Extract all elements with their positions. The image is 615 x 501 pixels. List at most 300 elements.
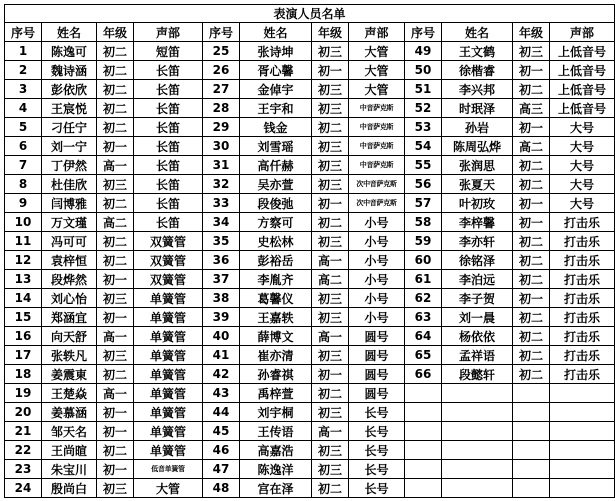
cell-part: 大管 (349, 61, 405, 80)
cell-number: 15 (5, 308, 42, 327)
cell-name: 陈逸洋 (240, 460, 312, 479)
table-row (5, 99, 615, 118)
cell-part: 圆号 (349, 327, 405, 346)
cell-grade: 初二 (97, 80, 134, 99)
cell-name: 闫博雅 (42, 194, 97, 213)
empty-cell (442, 460, 513, 479)
cell-number: 22 (5, 441, 42, 460)
table-row (5, 61, 615, 80)
cell-part: 长笛 (134, 61, 203, 80)
cell-number: 14 (5, 289, 42, 308)
cell-number: 66 (405, 365, 442, 384)
cell-grade: 初一 (513, 61, 550, 80)
empty-cell (513, 403, 550, 422)
cell-part: 长笛 (134, 194, 203, 213)
cell-number: 13 (5, 270, 42, 289)
cell-grade: 高一 (97, 384, 134, 403)
cell-grade: 初二 (97, 61, 134, 80)
cell-part: 大管 (349, 42, 405, 61)
cell-grade: 初二 (312, 213, 349, 232)
cell-name: 徐楷睿 (442, 61, 513, 80)
cell-number: 12 (5, 251, 42, 270)
cell-part: 大号 (550, 118, 615, 137)
cell-part: 次中音萨克斯 (349, 194, 405, 213)
cell-number: 21 (5, 422, 42, 441)
table-title: 表演人员名单 (5, 5, 615, 23)
cell-grade: 初二 (312, 479, 349, 498)
empty-cell (550, 441, 615, 460)
empty-cell (513, 460, 550, 479)
cell-grade: 高一 (97, 156, 134, 175)
cell-grade: 初三 (312, 156, 349, 175)
cell-number: 8 (5, 175, 42, 194)
cell-number: 20 (5, 403, 42, 422)
cell-part: 单簧管 (134, 422, 203, 441)
cell-part: 圆号 (349, 346, 405, 365)
cell-name: 徐铭泽 (442, 251, 513, 270)
cell-number: 52 (405, 99, 442, 118)
cell-number: 55 (405, 156, 442, 175)
cell-part: 小号 (349, 308, 405, 327)
header-part: 声部 (349, 23, 405, 42)
cell-number: 63 (405, 308, 442, 327)
cell-name: 张夏天 (442, 175, 513, 194)
cell-grade: 初二 (513, 156, 550, 175)
cell-part: 打击乐 (550, 232, 615, 251)
cell-number: 36 (203, 251, 240, 270)
cell-name: 刘一晨 (442, 308, 513, 327)
cell-part: 打击乐 (550, 346, 615, 365)
cell-grade: 初一 (513, 213, 550, 232)
header-number: 序号 (203, 23, 240, 42)
empty-cell (405, 384, 442, 403)
cell-grade: 初二 (513, 346, 550, 365)
cell-grade: 高一 (312, 422, 349, 441)
cell-grade: 初三 (312, 346, 349, 365)
cell-name: 刘心怡 (42, 289, 97, 308)
cell-name: 朱宝川 (42, 460, 97, 479)
cell-number: 18 (5, 365, 42, 384)
table-row (5, 118, 615, 137)
empty-cell (442, 403, 513, 422)
cell-name: 胥心馨 (240, 61, 312, 80)
header-part: 声部 (550, 23, 615, 42)
cell-part: 中音萨克斯 (349, 156, 405, 175)
cell-name: 陈周弘烨 (442, 137, 513, 156)
cell-number: 38 (203, 289, 240, 308)
cell-grade: 高二 (312, 270, 349, 289)
cell-grade: 初二 (312, 384, 349, 403)
cell-number: 30 (203, 137, 240, 156)
cell-grade: 初三 (312, 308, 349, 327)
cell-grade: 初一 (97, 460, 134, 479)
cell-grade: 初三 (312, 137, 349, 156)
cell-part: 长号 (349, 441, 405, 460)
cell-grade: 初一 (97, 308, 134, 327)
cell-name: 史松林 (240, 232, 312, 251)
cell-part: 单簧管 (134, 327, 203, 346)
cell-name: 叶初玫 (442, 194, 513, 213)
empty-cell (442, 441, 513, 460)
cell-part: 长笛 (134, 99, 203, 118)
cell-name: 刘一宁 (42, 137, 97, 156)
cell-number: 2 (5, 61, 42, 80)
cell-number: 17 (5, 346, 42, 365)
cell-number: 37 (203, 270, 240, 289)
cell-number: 59 (405, 232, 442, 251)
cell-grade: 初三 (312, 403, 349, 422)
performer-roster-table (4, 4, 615, 498)
cell-part: 双簧管 (134, 251, 203, 270)
cell-grade: 初三 (97, 479, 134, 498)
cell-number: 65 (405, 346, 442, 365)
cell-part: 单簧管 (134, 441, 203, 460)
empty-cell (405, 460, 442, 479)
table-row (5, 251, 615, 270)
cell-number: 42 (203, 365, 240, 384)
roster-body (5, 42, 615, 498)
cell-name: 万文瑾 (42, 213, 97, 232)
cell-part: 单簧管 (134, 346, 203, 365)
cell-grade: 初三 (312, 80, 349, 99)
cell-part: 长号 (349, 479, 405, 498)
cell-grade: 初二 (97, 42, 134, 61)
table-row (5, 346, 615, 365)
cell-name: 孙睿祺 (240, 365, 312, 384)
empty-cell (513, 479, 550, 498)
table-row (5, 80, 615, 99)
cell-grade: 初二 (513, 270, 550, 289)
cell-number: 64 (405, 327, 442, 346)
cell-part: 打击乐 (550, 213, 615, 232)
cell-grade: 初三 (312, 289, 349, 308)
cell-name: 张轶凡 (42, 346, 97, 365)
cell-number: 33 (203, 194, 240, 213)
table-row (5, 441, 615, 460)
cell-part: 小号 (349, 251, 405, 270)
cell-part: 中音萨克斯 (349, 118, 405, 137)
cell-part: 长笛 (134, 175, 203, 194)
cell-grade: 初一 (97, 137, 134, 156)
table-row (5, 327, 615, 346)
cell-name: 张诗坤 (240, 42, 312, 61)
title-row (5, 5, 615, 23)
cell-part: 长笛 (134, 137, 203, 156)
cell-number: 50 (405, 61, 442, 80)
cell-name: 王楚焱 (42, 384, 97, 403)
header-number: 序号 (405, 23, 442, 42)
cell-name: 薛博文 (240, 327, 312, 346)
cell-number: 32 (203, 175, 240, 194)
table-row (5, 175, 615, 194)
empty-cell (550, 384, 615, 403)
table-row (5, 308, 615, 327)
cell-number: 56 (405, 175, 442, 194)
cell-number: 51 (405, 80, 442, 99)
cell-name: 刘雪瑶 (240, 137, 312, 156)
cell-grade: 高二 (97, 213, 134, 232)
cell-part: 打击乐 (550, 251, 615, 270)
cell-grade: 初一 (513, 194, 550, 213)
cell-name: 王文鹤 (442, 42, 513, 61)
cell-grade: 高一 (97, 327, 134, 346)
empty-cell (550, 460, 615, 479)
cell-grade: 初二 (97, 232, 134, 251)
cell-part: 大管 (134, 479, 203, 498)
cell-grade: 初三 (312, 175, 349, 194)
cell-number: 48 (203, 479, 240, 498)
table-row (5, 156, 615, 175)
cell-grade: 初二 (513, 308, 550, 327)
header-grade: 年级 (97, 23, 134, 42)
cell-number: 6 (5, 137, 42, 156)
table-row (5, 422, 615, 441)
cell-grade: 初一 (97, 422, 134, 441)
cell-number: 53 (405, 118, 442, 137)
cell-number: 25 (203, 42, 240, 61)
cell-number: 31 (203, 156, 240, 175)
cell-part: 圆号 (349, 365, 405, 384)
table-row (5, 384, 615, 403)
cell-grade: 初三 (312, 460, 349, 479)
cell-name: 孟祥语 (442, 346, 513, 365)
cell-name: 王传语 (240, 422, 312, 441)
header-grade: 年级 (513, 23, 550, 42)
cell-name: 邹天名 (42, 422, 97, 441)
cell-name: 崔亦清 (240, 346, 312, 365)
cell-name: 李泊远 (442, 270, 513, 289)
table-row (5, 42, 615, 61)
table-row (5, 479, 615, 498)
cell-part: 大号 (550, 156, 615, 175)
cell-grade: 初二 (97, 194, 134, 213)
cell-name: 李子贺 (442, 289, 513, 308)
cell-part: 单簧管 (134, 384, 203, 403)
cell-part: 单簧管 (134, 365, 203, 384)
cell-part: 上低音号 (550, 42, 615, 61)
cell-name: 杜佳欣 (42, 175, 97, 194)
cell-part: 长笛 (134, 118, 203, 137)
cell-name: 时珉泽 (442, 99, 513, 118)
cell-number: 4 (5, 99, 42, 118)
cell-part: 长笛 (134, 213, 203, 232)
cell-number: 47 (203, 460, 240, 479)
cell-part: 低音单簧管 (134, 460, 203, 479)
cell-grade: 初二 (312, 118, 349, 137)
cell-grade: 初二 (97, 365, 134, 384)
cell-name: 魏诗涵 (42, 61, 97, 80)
cell-part: 单簧管 (134, 289, 203, 308)
cell-name: 高嘉浩 (240, 441, 312, 460)
cell-name: 王尚暄 (42, 441, 97, 460)
header-name: 姓名 (42, 23, 97, 42)
empty-cell (513, 422, 550, 441)
table-row (5, 403, 615, 422)
cell-name: 王宇和 (240, 99, 312, 118)
cell-grade: 初三 (97, 346, 134, 365)
cell-part: 长号 (349, 422, 405, 441)
cell-part: 上低音号 (550, 61, 615, 80)
cell-part: 大号 (550, 137, 615, 156)
cell-name: 彭依欣 (42, 80, 97, 99)
table-row (5, 289, 615, 308)
cell-number: 61 (405, 270, 442, 289)
cell-grade: 初三 (312, 99, 349, 118)
cell-number: 9 (5, 194, 42, 213)
cell-name: 高仟赫 (240, 156, 312, 175)
cell-part: 次中音萨克斯 (349, 175, 405, 194)
cell-name: 刘宇桐 (240, 403, 312, 422)
cell-name: 张润思 (442, 156, 513, 175)
cell-grade: 初三 (97, 289, 134, 308)
cell-grade: 高二 (513, 137, 550, 156)
cell-number: 49 (405, 42, 442, 61)
cell-number: 16 (5, 327, 42, 346)
cell-name: 葛馨仪 (240, 289, 312, 308)
cell-grade: 初二 (97, 99, 134, 118)
empty-cell (442, 384, 513, 403)
cell-part: 大号 (550, 175, 615, 194)
empty-cell (550, 422, 615, 441)
cell-name: 方察可 (240, 213, 312, 232)
cell-name: 李胤齐 (240, 270, 312, 289)
cell-grade: 初三 (312, 232, 349, 251)
cell-number: 26 (203, 61, 240, 80)
cell-part: 大管 (349, 80, 405, 99)
cell-grade: 初二 (97, 441, 134, 460)
cell-name: 冯可可 (42, 232, 97, 251)
cell-number: 27 (203, 80, 240, 99)
cell-name: 姜震東 (42, 365, 97, 384)
cell-grade: 初一 (312, 194, 349, 213)
cell-part: 打击乐 (550, 270, 615, 289)
table-row (5, 232, 615, 251)
cell-number: 45 (203, 422, 240, 441)
cell-number: 62 (405, 289, 442, 308)
cell-part: 小号 (349, 270, 405, 289)
cell-number: 7 (5, 156, 42, 175)
cell-grade: 初二 (513, 80, 550, 99)
cell-part: 打击乐 (550, 365, 615, 384)
cell-number: 29 (203, 118, 240, 137)
cell-name: 段俊弛 (240, 194, 312, 213)
cell-part: 长号 (349, 403, 405, 422)
cell-grade: 初一 (312, 61, 349, 80)
header-row (5, 23, 615, 42)
cell-number: 44 (203, 403, 240, 422)
header-number: 序号 (5, 23, 42, 42)
cell-number: 19 (5, 384, 42, 403)
cell-name: 袁梓恒 (42, 251, 97, 270)
cell-part: 小号 (349, 213, 405, 232)
cell-grade: 初一 (513, 118, 550, 137)
cell-number: 35 (203, 232, 240, 251)
empty-cell (405, 403, 442, 422)
cell-grade: 初二 (97, 118, 134, 137)
cell-grade: 初一 (97, 270, 134, 289)
table-row (5, 213, 615, 232)
cell-name: 郑涵宜 (42, 308, 97, 327)
cell-number: 58 (405, 213, 442, 232)
cell-name: 刁任宁 (42, 118, 97, 137)
cell-grade: 初一 (312, 365, 349, 384)
cell-name: 李兴邦 (442, 80, 513, 99)
header-name: 姓名 (240, 23, 312, 42)
cell-part: 长号 (349, 460, 405, 479)
cell-grade: 初二 (513, 327, 550, 346)
cell-part: 中音萨克斯 (349, 99, 405, 118)
cell-grade: 初三 (513, 42, 550, 61)
cell-number: 41 (203, 346, 240, 365)
empty-cell (550, 479, 615, 498)
cell-part: 打击乐 (550, 289, 615, 308)
cell-name: 杨依依 (442, 327, 513, 346)
header-name: 姓名 (442, 23, 513, 42)
cell-number: 43 (203, 384, 240, 403)
cell-name: 吴亦萱 (240, 175, 312, 194)
empty-cell (513, 441, 550, 460)
cell-grade: 初二 (513, 251, 550, 270)
cell-part: 小号 (349, 289, 405, 308)
cell-name: 宫在泽 (240, 479, 312, 498)
empty-cell (550, 403, 615, 422)
cell-grade: 高一 (312, 251, 349, 270)
cell-grade: 初二 (97, 251, 134, 270)
empty-cell (442, 479, 513, 498)
cell-number: 3 (5, 80, 42, 99)
cell-number: 1 (5, 42, 42, 61)
cell-name: 丁伊然 (42, 156, 97, 175)
cell-grade: 初二 (513, 365, 550, 384)
cell-name: 殷尚白 (42, 479, 97, 498)
cell-part: 单簧管 (134, 308, 203, 327)
cell-grade: 高一 (312, 327, 349, 346)
cell-name: 陈逸可 (42, 42, 97, 61)
cell-number: 5 (5, 118, 42, 137)
cell-name: 段懿轩 (442, 365, 513, 384)
cell-number: 54 (405, 137, 442, 156)
cell-name: 禹梓萱 (240, 384, 312, 403)
cell-name: 姜慕涵 (42, 403, 97, 422)
cell-grade: 初二 (513, 232, 550, 251)
cell-number: 23 (5, 460, 42, 479)
cell-name: 王宸悦 (42, 99, 97, 118)
empty-cell (405, 479, 442, 498)
empty-cell (405, 422, 442, 441)
cell-part: 打击乐 (550, 327, 615, 346)
cell-name: 孙岩 (442, 118, 513, 137)
cell-number: 24 (5, 479, 42, 498)
table-row (5, 137, 615, 156)
table-row (5, 365, 615, 384)
cell-name: 金倬宇 (240, 80, 312, 99)
empty-cell (442, 422, 513, 441)
cell-part: 大号 (550, 194, 615, 213)
cell-number: 60 (405, 251, 442, 270)
cell-part: 中音萨克斯 (349, 137, 405, 156)
table-row (5, 194, 615, 213)
cell-part: 双簧管 (134, 270, 203, 289)
cell-name: 钱金 (240, 118, 312, 137)
table-row (5, 460, 615, 479)
cell-part: 小号 (349, 232, 405, 251)
cell-name: 彭裕岳 (240, 251, 312, 270)
cell-number: 11 (5, 232, 42, 251)
cell-part: 短笛 (134, 42, 203, 61)
empty-cell (405, 441, 442, 460)
cell-number: 46 (203, 441, 240, 460)
cell-grade: 初一 (513, 289, 550, 308)
